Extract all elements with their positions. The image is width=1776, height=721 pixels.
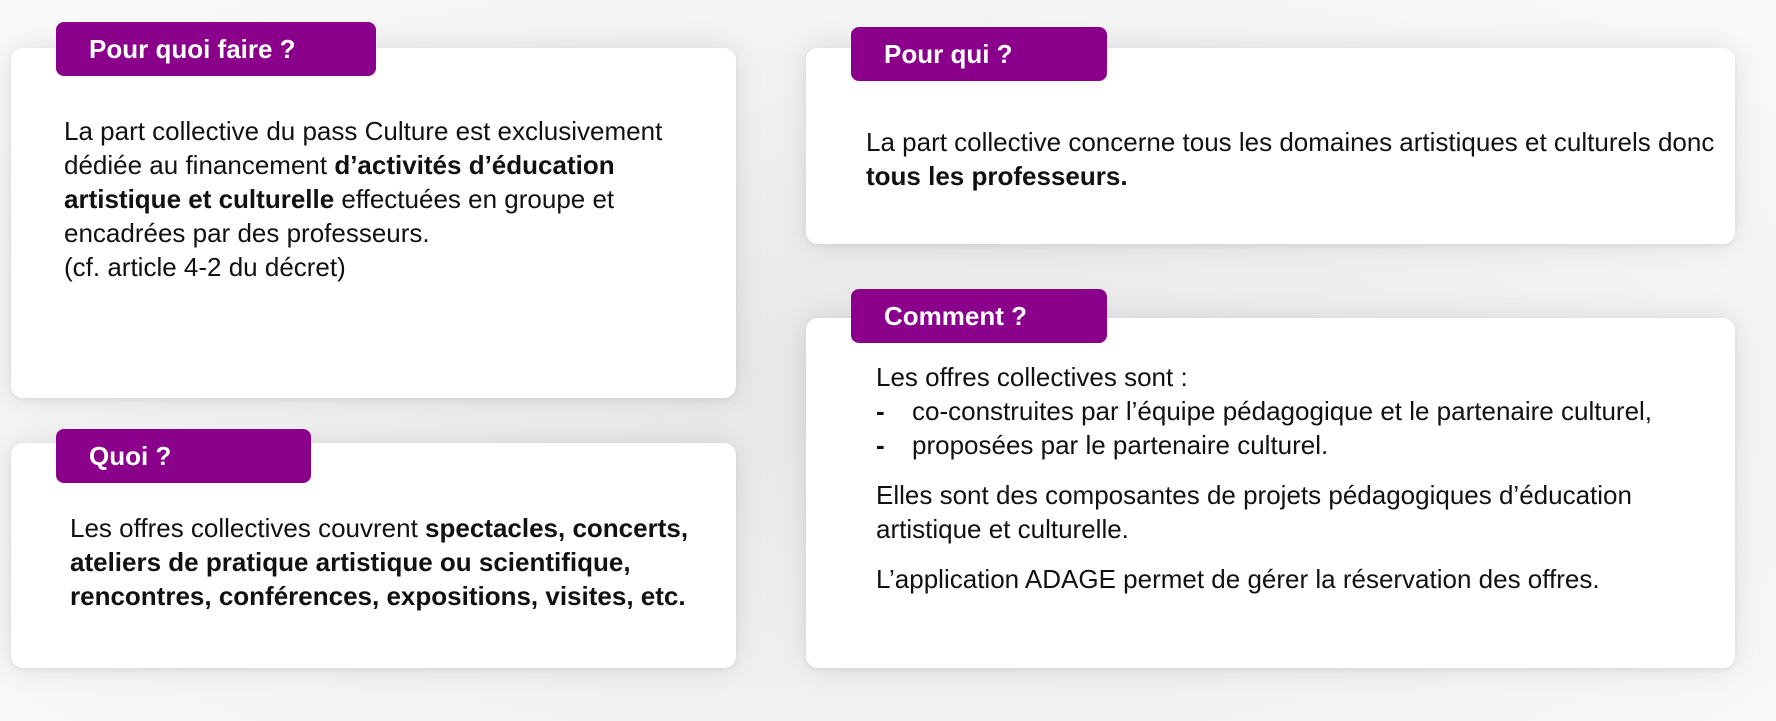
card-how-paragraph-1: Elles sont des composantes de projets pédagogiques d’éducation artistique et culturelle. [876, 480, 1632, 544]
card-why-text-2: effectuées en groupe et encadrées par des professeurs. [64, 184, 615, 248]
card-what-text-1: Les offres collectives couvrent [70, 513, 426, 543]
card-why-text-bold: d’activités d’éducation artistique et culturelle [64, 150, 615, 214]
card-why-text-1: La part collective du pass Culture est exclusivement dédiée au financement [64, 116, 663, 180]
card-what-text-bold: spectacles, concerts, ateliers de pratique artistique ou scientifique, rencontres, conférences, expositions, visites, etc. [70, 513, 689, 611]
bullet-dash: - [876, 396, 885, 426]
bullet-dash: - [876, 430, 885, 460]
card-what-title: Quoi ? [56, 429, 311, 483]
card-how-bullet-list [876, 394, 1726, 462]
card-who-title: Pour qui ? [851, 27, 1107, 81]
list-item-text: co-construites par l’équipe pédagogique et le partenaire culturel, [912, 396, 1653, 426]
card-how-text [876, 360, 1726, 596]
card-who-text-1: La part collective concerne tous les domaines artistiques et culturels donc [866, 127, 1715, 157]
card-why-title: Pour quoi faire ? [56, 22, 376, 76]
card-who-text [866, 125, 1716, 193]
card-who-text-bold: tous les professeurs. [866, 161, 1128, 191]
list-item [876, 428, 1726, 462]
list-item [876, 394, 1726, 428]
list-item-text: proposées par le partenaire culturel. [912, 430, 1329, 460]
card-why-reference: (cf. article 4-2 du décret) [64, 252, 346, 282]
card-how-paragraph-2: L’application ADAGE permet de gérer la réservation des offres. [876, 564, 1600, 594]
card-why-text [64, 114, 714, 284]
card-how-title: Comment ? [851, 289, 1107, 343]
card-what-text [70, 511, 690, 613]
card-how-intro: Les offres collectives sont : [876, 362, 1188, 392]
